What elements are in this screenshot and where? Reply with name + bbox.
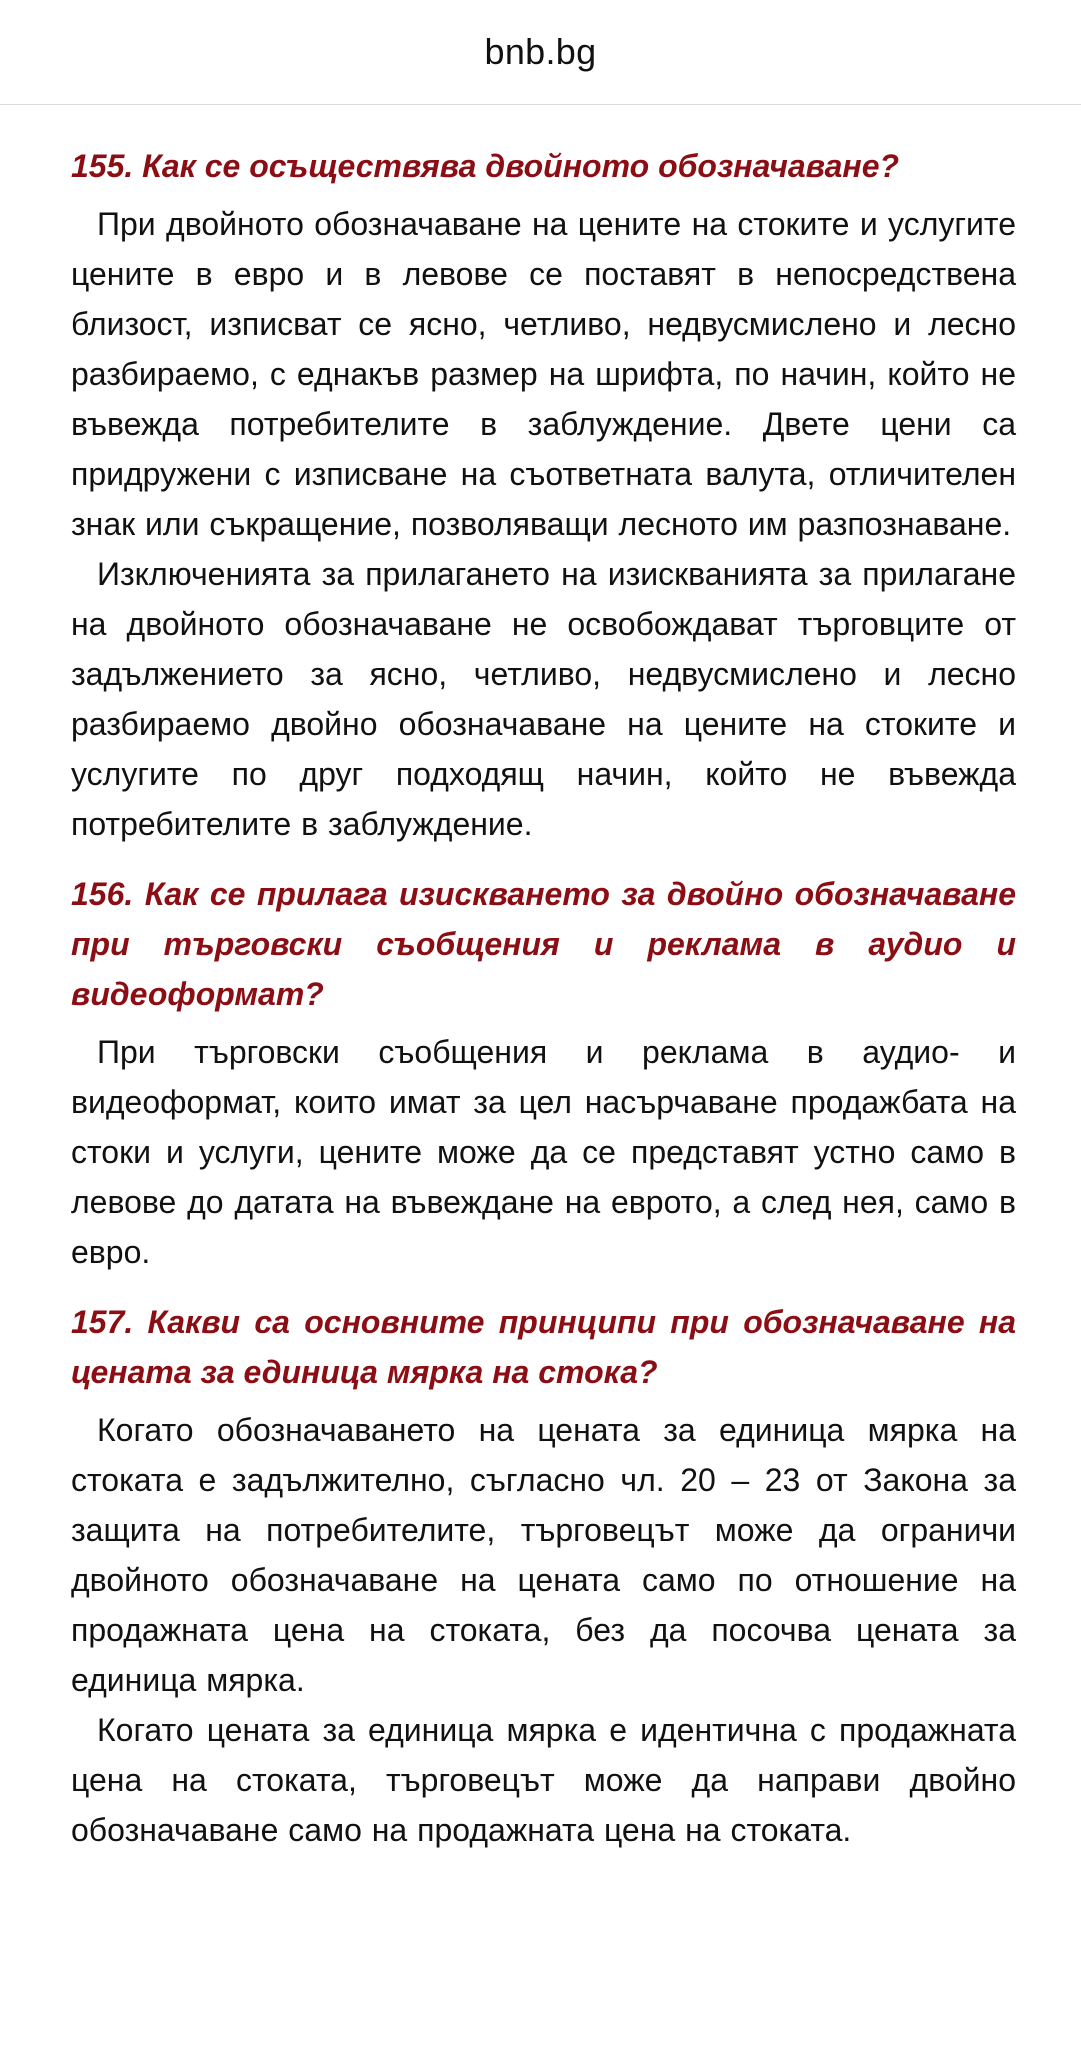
article-content [0,105,1081,1855]
browser-address-bar[interactable] [0,0,1081,105]
answer-paragraph: Когато обозначаването на цената за единица мярка на стоката е задължително, съгласно чл. 20 – 23 от Закона за защита на потребителите, търговецът може да ограничи двойното обозначаване на цената само по отношение на продажната цена на стоката, без да посочва цената за единица мярка. [71,1412,1016,1698]
answer-paragraph: При търговски съобщения и реклама в аудио- и видеоформат, които имат за цел насърчаване продажбата на стоки и услуги, цените може да се представят устно само в левове до датата на въвеждане на еврото, а след нея, само в евро. [71,1034,1016,1270]
answer-paragraph: Изключенията за прилагането на изискванията за прилагане на двойното обозначаване не освобождават търговците от задължението за ясно, четливо, недвусмислено и лесно разбираемо двойно обозначаване на цените на стоките и услугите по друг подходящ начин, който не въвежда потребителите в заблуждение. [71,556,1016,842]
question-title: 157. Какви са основните принципи при обозначаване на цената за единица мярка на стока? [71,1304,1016,1390]
answer-paragraph: При двойното обозначаване на цените на стоките и услугите цените в евро и в левове се поставят в непосредствена близост, изписват се ясно, четливо, недвусмислено и лесно разбираемо, с еднакъв размер на шрифта, по начин, който не въвежда потребителите в заблуждение. Двете цени са придружени с изписване на съответната валута, отличителен знак или съкращение, позволяващи лесното им разпознаване. [71,206,1016,542]
question-title: 155. Как се осъществява двойното обозначаване? [71,148,900,184]
faq-section-155 [71,141,1016,849]
faq-section-156 [71,869,1016,1277]
faq-section-157 [71,1297,1016,1855]
question-title: 156. Как се прилага изискването за двойно обозначаване при търговски съобщения и реклама в аудио и видеоформат? [71,876,1016,1012]
answer-paragraph: Когато цената за единица мярка е идентична с продажната цена на стоката, търговецът може да направи двойно обозначаване само на продажната цена на стоката. [71,1712,1016,1848]
address-url[interactable]: bnb.bg [484,31,597,72]
